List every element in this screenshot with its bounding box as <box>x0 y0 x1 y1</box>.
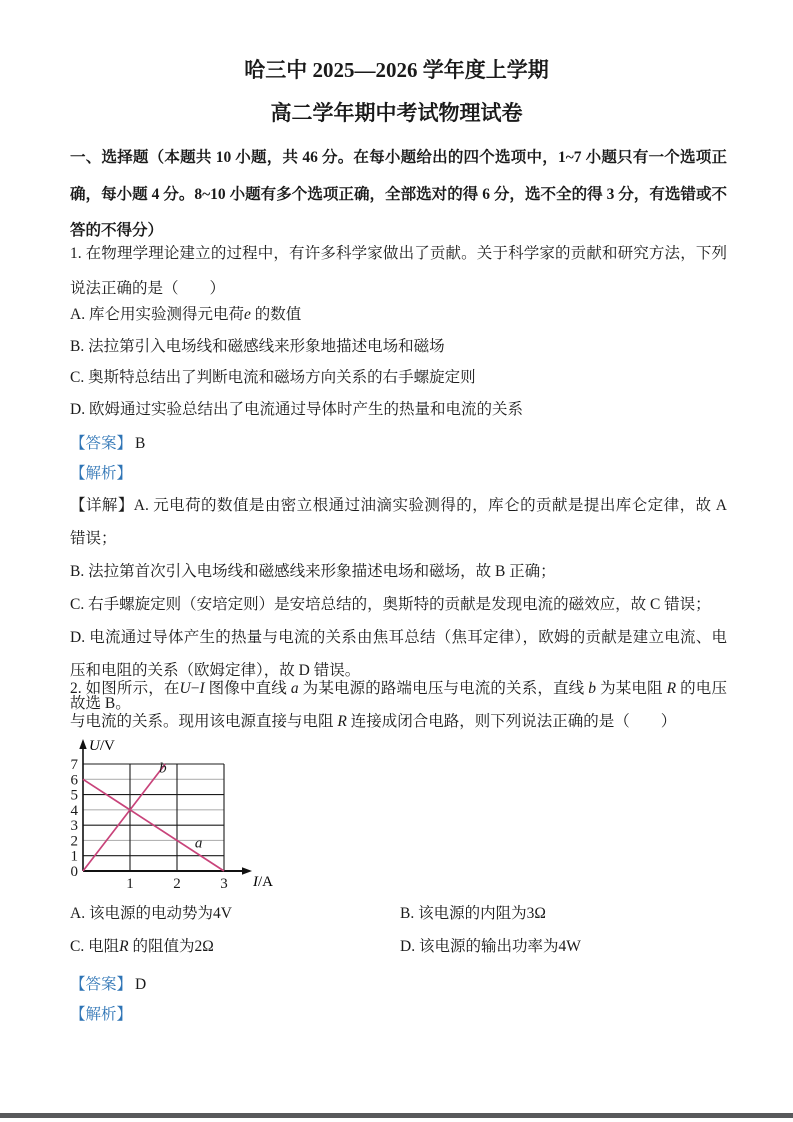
svg-text:a: a <box>194 835 203 852</box>
answer-value: B <box>135 435 146 452</box>
question-2-options <box>70 897 727 963</box>
svg-text:0: 0 <box>70 864 78 880</box>
question-2-option-b: B. 该电源的内阻为3Ω <box>400 905 546 922</box>
detail-conclusion: 故选 B。 <box>70 695 131 712</box>
answer-value: D <box>135 976 147 993</box>
exam-subtitle: 高二学年期中考试物理试卷 <box>270 101 523 125</box>
analysis-label: 【解析】 <box>70 1006 133 1023</box>
svg-text:2: 2 <box>70 833 78 850</box>
question-1-option-c: C. 奥斯特总结出了判断电流和磁场方向关系的右手螺旋定则 <box>70 369 476 386</box>
question-1-option-d: D. 欧姆通过实验总结出了电流通过导体时产生的热量和电流的关系 <box>70 400 523 418</box>
svg-text:7: 7 <box>70 757 78 773</box>
question-2-analysis-line <box>70 999 727 1030</box>
detail-paragraph: C. 右手螺旋定则（安培定则）是安培总结的，奥斯特的贡献是发现电流的磁效应，故 C 错误； <box>70 596 711 613</box>
question-2-option-a: A. 该电源的电动势为4V <box>70 905 232 922</box>
svg-text:5: 5 <box>70 787 78 804</box>
question-1-option-b: B. 法拉第引入电场线和磁感线来形象地描述电场和磁场 <box>70 337 445 355</box>
svg-text:3: 3 <box>220 876 228 892</box>
question-2-answer-line <box>70 969 727 1000</box>
question-1-stem: 1. 在物理学理论建立的过程中，有许多科学家做出了贡献。关于科学家的贡献和研究方法，下列说法正确的是（ ） <box>70 245 727 297</box>
question-2-option-c: C. 电阻R 的阻值为2Ω <box>70 938 214 955</box>
detail-paragraph: B. 法拉第首次引入电场线和磁感线来形象描述电场和磁场，故 B 正确； <box>70 563 556 580</box>
graph-svg <box>62 733 362 905</box>
svg-text:U/V: U/V <box>89 738 115 754</box>
analysis-label: 【解析】 <box>70 465 133 482</box>
svg-text:3: 3 <box>70 818 78 835</box>
question-1-analysis-line <box>70 458 727 489</box>
section-heading: 一、选择题（本题共 10 小题，共 46 分。在每小题给出的四个选项中，1~7 小题只有一个选项正确，每小题 4 分。8~10 小题有多个选项正确，全部选对的得 6 分，选不全的得 3 分，有选错或不答的不得分） <box>70 149 727 239</box>
question-1-option-a: A. 库仑用实验测得元电荷e 的数值 <box>70 306 302 323</box>
answer-label: 【答案】 <box>70 435 133 452</box>
svg-text:2: 2 <box>173 876 181 892</box>
ui-graph <box>62 733 362 905</box>
svg-text:I/A: I/A <box>253 874 273 890</box>
question-2-option-d: D. 该电源的输出功率为4W <box>400 938 581 955</box>
svg-text:b: b <box>159 760 167 777</box>
svg-text:4: 4 <box>70 802 78 819</box>
page-bottom-edge <box>0 1113 793 1118</box>
question-1-answer-line <box>70 428 727 459</box>
detail-paragraph: D. 电流通过导体产生的热量与电流的关系由焦耳总结（焦耳定律），欧姆的贡献是建立电流、电压和电阻的关系（欧姆定律），故 D 错误。 <box>70 629 727 679</box>
question-1-options <box>70 299 727 425</box>
question-2-stem: 2. 如图所示，在U−I 图像中直线 a 为某电源的路端电压与电流的关系，直线 b 为某电阻 R 的电压与电流的关系。现用该电源直接与电阻 R 连接成闭合电路，则下列说法正确的是（ ） <box>70 680 727 730</box>
svg-text:1: 1 <box>70 848 78 865</box>
exam-title: 哈三中 2025—2026 学年度上学期 <box>244 58 549 82</box>
svg-text:6: 6 <box>70 772 78 789</box>
answer-label: 【答案】 <box>70 976 133 993</box>
detail-paragraph: 【详解】A. 元电荷的数值是由密立根通过油滴实验测得的，库仑的贡献是提出库仑定律，故 A 错误； <box>70 497 727 547</box>
svg-text:1: 1 <box>126 876 134 892</box>
